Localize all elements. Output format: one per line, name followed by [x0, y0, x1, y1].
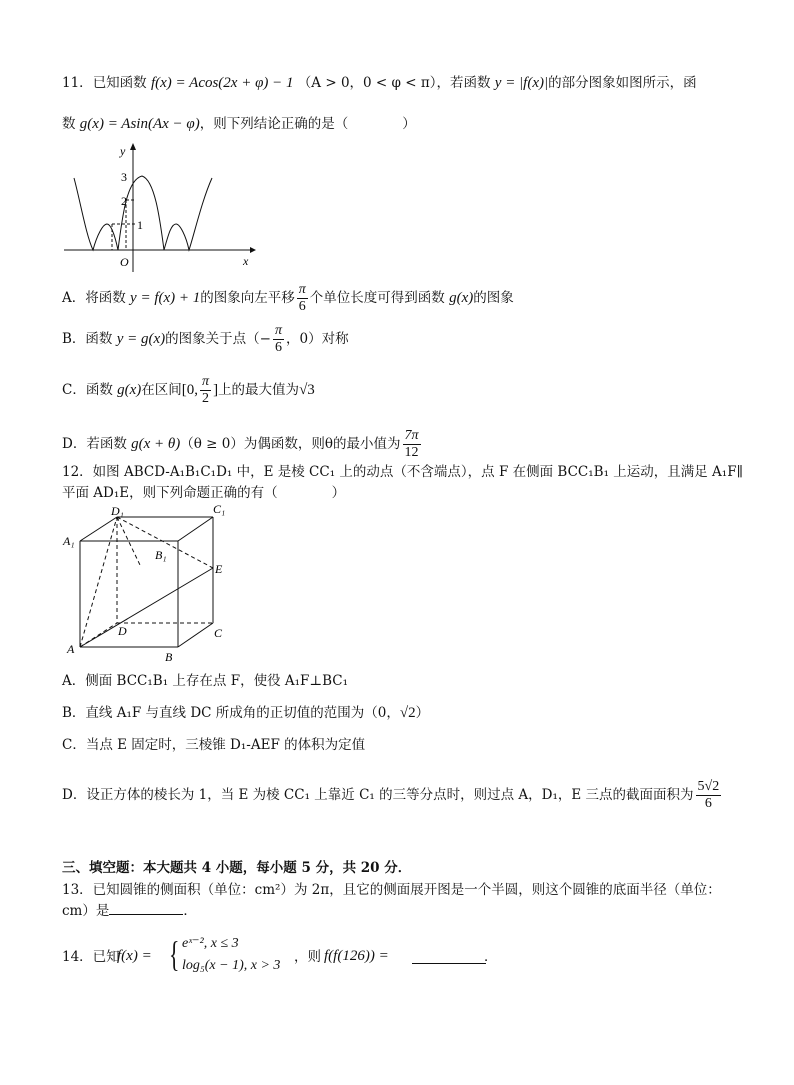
- fraction-7pi-12: $\frac{7\pi}{12}$: [404, 428, 419, 460]
- q11-option-d: D．若函数 g(x + θ)（θ ≥ 0）为偶函数，则θ的最小值为 $\frac{7\pi}{12}$: [62, 428, 419, 460]
- q12-option-d: D．设正方体的棱长为 1，当 E 为棱 CC₁ 上靠近 C₁ 的三等分点时，则过点 A，D₁，E 三点的截面面积为 $\frac{5√2}{6}$: [62, 779, 720, 811]
- label-e: E: [215, 562, 223, 576]
- piecewise-case-2: log₅(x − 1), x > 3: [182, 958, 281, 973]
- x-axis-arrow: [250, 247, 256, 253]
- fraction-5sqrt2-6: $\frac{5√2}{6}$: [697, 779, 720, 811]
- tick-label-2: 2: [121, 194, 127, 208]
- q13-line-2: cm）是 ．: [62, 900, 197, 921]
- x-axis-label: x: [243, 254, 249, 268]
- y-axis-label: y: [120, 144, 126, 158]
- label-d: D: [118, 624, 127, 638]
- answer-blank-q14[interactable]: [412, 949, 486, 964]
- q12-line-1: 12．如图 ABCD-A₁B₁C₁D₁ 中，E 是棱 CC₁ 上的动点（不含端点），点 F 在侧面 BCC₁B₁ 上运动，且满足 A₁F∥: [62, 464, 743, 480]
- q12-line-2: 平面 AD₁E，则下列命题正确的有（ ）: [62, 485, 346, 501]
- fraction-pi-6: $\frac{\pi}{6}$: [274, 323, 282, 355]
- q13-line-1: 13．已知圆锥的侧面积（单位：cm²）为 2π，且它的侧面展开图是一个半圆，则这个圆锥的底面半径（单位：: [62, 882, 721, 898]
- fraction-pi-2: $\frac{\pi}{2}$: [202, 374, 210, 406]
- tick-label-1: 1: [137, 218, 143, 232]
- q11-option-a: A．将函数 y = f(x) + 1的图象向左平移 $\frac{\pi}{6}$ 个单位长度可得到函数 g(x)的图象: [62, 282, 514, 314]
- piecewise-case-1: eˣ⁻², x ≤ 3: [182, 936, 239, 951]
- q11-option-c: C．函数 g(x)在区间[0, $\frac{\pi}{2}$ ]上的最大值为√3: [62, 374, 315, 406]
- fraction-pi-6: $\frac{\pi}{6}$: [298, 282, 306, 314]
- label-b: B: [165, 650, 173, 664]
- label-b1: B₁: [155, 548, 167, 562]
- label-c: C: [214, 626, 223, 640]
- q11-line-1: 11．已知函数 f(x) = Acos(2x + φ) − 1 （A > 0，0 < φ < π），若函数 y = |f(x)|的部分图象如图所示，函: [62, 75, 697, 91]
- q12-cube-figure: [55, 505, 240, 665]
- piecewise-brace: {: [169, 934, 180, 974]
- q12-option-b: B．直线 A₁F 与直线 DC 所成角的正切值的范围为（0，√2）: [62, 705, 430, 721]
- q11-option-b: B．函数 y = g(x)的图象关于点（− $\frac{\pi}{6}$ ，0）对称: [62, 323, 349, 355]
- q12-option-c: C．当点 E 固定时，三棱锥 D₁-AEF 的体积为定值: [62, 737, 366, 753]
- q14-formula-ff: f(f(126)) =: [324, 948, 389, 964]
- q12-option-a: A．侧面 BCC₁B₁ 上存在点 F，使役 A₁F⊥BC₁: [62, 673, 348, 689]
- abs-f-curve: [74, 176, 212, 250]
- section-3-heading: 三、填空题：本大题共 4 小题，每小题 5 分，共 20 分．: [62, 860, 412, 876]
- label-c1: C₁: [213, 505, 226, 516]
- label-d1: D₁: [111, 505, 124, 518]
- tick-label-3: 3: [121, 170, 127, 184]
- label-a1: A₁: [63, 534, 75, 548]
- label-a: A: [67, 642, 75, 656]
- q11-formula-abs: y = |f(x)|: [494, 75, 549, 91]
- q11-line-2: 数 g(x) = Asin(Ax − φ)，则下列结论正确的是（ ）: [62, 116, 416, 132]
- y-axis-arrow: [130, 143, 136, 150]
- answer-blank-q13[interactable]: [109, 900, 183, 915]
- q11-formula-g: g(x) = Asin(Ax − φ): [79, 116, 200, 132]
- q11-function-graph: [60, 140, 260, 275]
- origin-label: O: [120, 255, 129, 269]
- q11-formula-f: f(x) = Acos(2x + φ) − 1: [150, 75, 294, 91]
